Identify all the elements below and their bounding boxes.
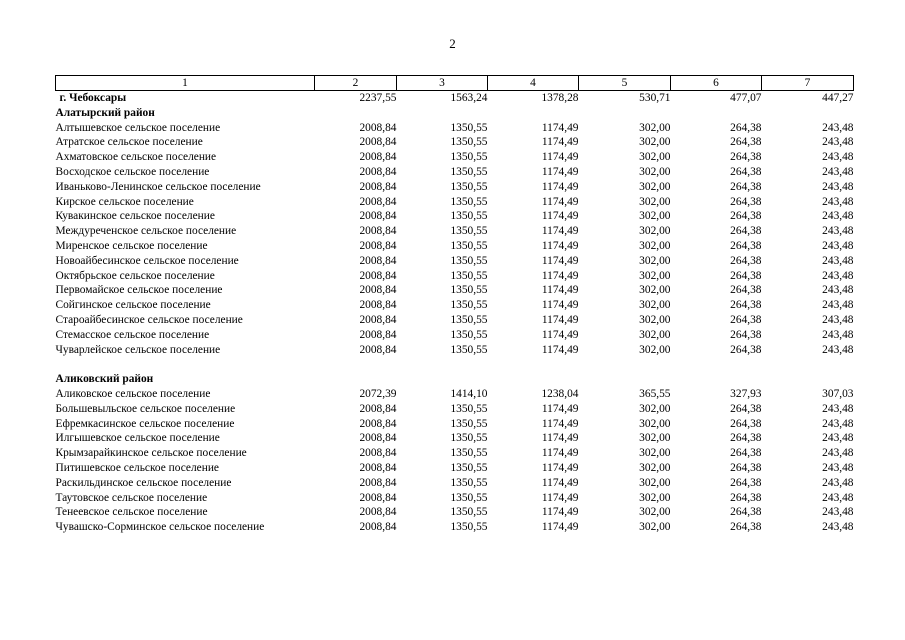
value-cell: 2008,84 [359, 521, 397, 534]
value-cell: 264,38 [730, 328, 762, 341]
settlement-name: Чувашско-Сорминское сельское поселение [55, 521, 265, 534]
value-cell: 1174,49 [541, 417, 579, 430]
value-cell: 1174,49 [541, 254, 579, 267]
page-number: 2 [449, 36, 456, 51]
value-cell: 1238,04 [541, 387, 579, 400]
value-cell: 2008,84 [359, 180, 397, 193]
settlement-name: Стемасское сельское поселение [55, 328, 210, 341]
value-cell: 2008,84 [359, 239, 397, 252]
value-cell: 302,00 [639, 195, 671, 208]
value-cell: 302,00 [639, 328, 671, 341]
value-cell: 264,38 [730, 151, 762, 164]
value-cell: 1350,55 [450, 180, 488, 193]
settlement-row [56, 313, 854, 328]
value-cell: 1350,55 [450, 121, 488, 134]
value-cell: 302,00 [639, 432, 671, 445]
value-cell: 1350,55 [450, 254, 488, 267]
settlement-name: Тенеевское сельское поселение [55, 506, 208, 519]
value-cell: 243,48 [822, 239, 854, 252]
settlement-name: Первомайское сельское поселение [55, 284, 223, 297]
settlement-name: Староайбесинское сельское поселение [55, 313, 243, 326]
value-cell: 307,03 [822, 387, 854, 400]
value-cell: 243,48 [822, 210, 854, 223]
value-cell: 302,00 [639, 225, 671, 238]
value-cell: 2008,84 [359, 417, 397, 430]
value-cell: 243,48 [822, 284, 854, 297]
value-cell: 1174,49 [541, 476, 579, 489]
settlement-name: Кувакинское сельское поселение [55, 210, 215, 223]
value-cell: 243,48 [822, 461, 854, 474]
value-cell: 302,00 [639, 284, 671, 297]
value-cell: 1563,24 [450, 92, 488, 104]
value-cell: 302,00 [639, 239, 671, 252]
value-cell: 264,38 [730, 195, 762, 208]
value-cell: 1174,49 [541, 461, 579, 474]
value-cell: 1174,49 [541, 506, 579, 519]
value-cell: 1174,49 [541, 328, 579, 341]
settlement-name: Чуварлейское сельское поселение [55, 343, 221, 356]
settlement-name: Илгышевское сельское поселение [55, 432, 220, 445]
settlement-name: Иваньково-Ленинское сельское поселение [55, 180, 261, 193]
value-cell: 243,48 [822, 521, 854, 534]
settlement-row [56, 446, 854, 461]
column-header: 5 [579, 76, 671, 91]
value-cell: 302,00 [639, 254, 671, 267]
value-cell: 1350,55 [450, 521, 488, 534]
value-cell: 1350,55 [450, 476, 488, 489]
value-cell: 327,93 [730, 387, 762, 400]
value-cell: 264,38 [730, 299, 762, 312]
value-cell: 302,00 [639, 491, 671, 504]
column-header: 2 [315, 76, 397, 91]
blank-row [56, 357, 854, 372]
value-cell: 1350,55 [450, 284, 488, 297]
value-cell: 302,00 [639, 461, 671, 474]
value-cell: 243,48 [822, 269, 854, 282]
settlement-name: Большевыльское сельское поселение [55, 402, 236, 415]
value-cell: 2008,84 [359, 269, 397, 282]
value-cell: 1350,55 [450, 432, 488, 445]
value-cell: 1174,49 [541, 239, 579, 252]
settlement-name: Алтышевское сельское поселение [55, 121, 221, 134]
settlement-row [56, 283, 854, 298]
value-cell: 1350,55 [450, 313, 488, 326]
settlement-row [56, 269, 854, 284]
value-cell: 264,38 [730, 417, 762, 430]
value-cell: 1174,49 [541, 195, 579, 208]
city-name: г. Чебоксары [59, 92, 127, 104]
value-cell: 302,00 [639, 210, 671, 223]
settlement-row [56, 387, 854, 402]
city-total-row [56, 91, 854, 106]
value-cell: 1414,10 [450, 387, 488, 400]
value-cell: 1350,55 [450, 491, 488, 504]
value-cell: 243,48 [822, 195, 854, 208]
value-cell: 264,38 [730, 313, 762, 326]
value-cell: 2008,84 [359, 284, 397, 297]
spacer [56, 357, 854, 372]
column-number-row [56, 76, 854, 91]
settlement-name: Таутовское сельское поселение [55, 491, 208, 504]
value-cell: 1350,55 [450, 151, 488, 164]
value-cell: 1350,55 [450, 299, 488, 312]
district-heading-row [56, 372, 854, 387]
value-cell: 1350,55 [450, 165, 488, 178]
value-cell: 2008,84 [359, 165, 397, 178]
settlement-name: Сойгинское сельское поселение [55, 299, 211, 312]
settlement-name: Ефремкасинское сельское поселение [55, 417, 235, 430]
value-cell: 2008,84 [359, 432, 397, 445]
column-header: 6 [671, 76, 762, 91]
settlement-name: Раскильдинское сельское поселение [55, 476, 232, 489]
value-cell: 264,38 [730, 447, 762, 460]
value-cell: 477,07 [730, 92, 762, 104]
value-cell: 1378,28 [541, 92, 579, 104]
value-cell: 2008,84 [359, 506, 397, 519]
value-cell: 365,55 [639, 387, 671, 400]
value-cell: 1174,49 [541, 447, 579, 460]
settlement-row [56, 209, 854, 224]
value-cell: 243,48 [822, 447, 854, 460]
value-cell: 1174,49 [541, 121, 579, 134]
settlement-row [56, 150, 854, 165]
settlement-row [56, 461, 854, 476]
settlement-row [56, 476, 854, 491]
value-cell: 264,38 [730, 402, 762, 415]
value-cell: 243,48 [822, 417, 854, 430]
value-cell: 302,00 [639, 165, 671, 178]
value-cell: 1174,49 [541, 180, 579, 193]
table-header [56, 76, 854, 91]
value-cell: 302,00 [639, 151, 671, 164]
value-cell: 243,48 [822, 328, 854, 341]
value-cell: 1350,55 [450, 343, 488, 356]
value-cell: 1350,55 [450, 239, 488, 252]
value-cell: 2072,39 [359, 387, 397, 400]
settlement-row [56, 135, 854, 150]
value-cell: 302,00 [639, 343, 671, 356]
value-cell: 530,71 [639, 92, 671, 104]
value-cell: 264,38 [730, 239, 762, 252]
value-cell: 243,48 [822, 506, 854, 519]
settlement-name: Восходское сельское поселение [55, 165, 210, 178]
table-body [56, 91, 854, 535]
value-cell: 243,48 [822, 151, 854, 164]
settlement-row [56, 224, 854, 239]
settlement-row [56, 402, 854, 417]
value-cell: 243,48 [822, 121, 854, 134]
settlement-row [56, 165, 854, 180]
value-cell: 243,48 [822, 313, 854, 326]
settlement-row [56, 343, 854, 358]
value-cell: 264,38 [730, 136, 762, 149]
value-cell: 2008,84 [359, 461, 397, 474]
settlement-row [56, 491, 854, 506]
value-cell: 302,00 [639, 313, 671, 326]
value-cell: 264,38 [730, 461, 762, 474]
value-cell: 243,48 [822, 491, 854, 504]
value-cell: 302,00 [639, 417, 671, 430]
column-header: 4 [488, 76, 579, 91]
value-cell: 264,38 [730, 506, 762, 519]
value-cell: 1174,49 [541, 313, 579, 326]
value-cell: 264,38 [730, 210, 762, 223]
value-cell: 2237,55 [359, 92, 397, 104]
value-cell: 1174,49 [541, 136, 579, 149]
value-cell: 264,38 [730, 165, 762, 178]
value-cell: 1174,49 [541, 284, 579, 297]
value-cell: 2008,84 [359, 491, 397, 504]
value-cell: 1174,49 [541, 225, 579, 238]
value-cell: 264,38 [730, 121, 762, 134]
settlement-row [56, 298, 854, 313]
value-cell: 2008,84 [359, 210, 397, 223]
value-cell: 2008,84 [359, 121, 397, 134]
settlement-name: Питишевское сельское поселение [55, 461, 219, 474]
value-cell: 243,48 [822, 343, 854, 356]
value-cell: 243,48 [822, 136, 854, 149]
settlement-row [56, 328, 854, 343]
value-cell: 2008,84 [359, 402, 397, 415]
value-cell: 2008,84 [359, 136, 397, 149]
value-cell: 264,38 [730, 284, 762, 297]
settlement-row [56, 505, 854, 520]
settlement-row [56, 180, 854, 195]
value-cell: 264,38 [730, 476, 762, 489]
value-cell: 264,38 [730, 180, 762, 193]
settlement-name: Аликовское сельское поселение [55, 387, 211, 400]
value-cell: 2008,84 [359, 151, 397, 164]
value-cell: 1350,55 [450, 506, 488, 519]
value-cell: 302,00 [639, 447, 671, 460]
value-cell: 1174,49 [541, 491, 579, 504]
value-cell: 1350,55 [450, 461, 488, 474]
settlement-name: Кирское сельское поселение [55, 195, 194, 208]
value-cell: 1174,49 [541, 402, 579, 415]
value-cell: 1174,49 [541, 269, 579, 282]
settlement-name: Миренское сельское поселение [55, 239, 208, 252]
value-cell: 264,38 [730, 254, 762, 267]
settlement-name: Междуреченское сельское поселение [55, 225, 237, 238]
tariff-table [55, 75, 854, 535]
settlement-name: Новоайбесинское сельское поселение [55, 254, 239, 267]
value-cell: 302,00 [639, 121, 671, 134]
value-cell: 302,00 [639, 506, 671, 519]
district-heading: Аликовский район [55, 373, 154, 386]
value-cell: 302,00 [639, 299, 671, 312]
value-cell: 2008,84 [359, 313, 397, 326]
value-cell: 2008,84 [359, 447, 397, 460]
value-cell: 2008,84 [359, 343, 397, 356]
value-cell: 1174,49 [541, 432, 579, 445]
value-cell: 243,48 [822, 225, 854, 238]
value-cell: 264,38 [730, 432, 762, 445]
value-cell: 1350,55 [450, 328, 488, 341]
value-cell: 243,48 [822, 254, 854, 267]
district-heading: Алатырский район [55, 106, 155, 119]
settlement-name: Атратское сельское поселение [55, 136, 203, 149]
value-cell: 2008,84 [359, 195, 397, 208]
settlement-name: Октябрьское сельское поселение [55, 269, 215, 282]
value-cell: 1174,49 [541, 151, 579, 164]
value-cell: 243,48 [822, 432, 854, 445]
value-cell: 2008,84 [359, 299, 397, 312]
value-cell: 264,38 [730, 269, 762, 282]
value-cell: 302,00 [639, 180, 671, 193]
value-cell: 1350,55 [450, 417, 488, 430]
value-cell: 302,00 [639, 402, 671, 415]
value-cell: 264,38 [730, 521, 762, 534]
value-cell: 1174,49 [541, 343, 579, 356]
value-cell: 302,00 [639, 136, 671, 149]
value-cell: 243,48 [822, 180, 854, 193]
value-cell: 264,38 [730, 343, 762, 356]
settlement-name: Крымзарайкинское сельское поселение [55, 447, 247, 460]
column-header: 7 [762, 76, 854, 91]
value-cell: 264,38 [730, 225, 762, 238]
value-cell: 243,48 [822, 402, 854, 415]
settlement-row [56, 121, 854, 136]
value-cell: 1350,55 [450, 447, 488, 460]
value-cell: 264,38 [730, 491, 762, 504]
district-heading-row [56, 106, 854, 121]
value-cell: 1350,55 [450, 136, 488, 149]
settlement-row [56, 254, 854, 269]
value-cell: 302,00 [639, 521, 671, 534]
value-cell: 447,27 [822, 92, 854, 104]
settlement-row [56, 239, 854, 254]
value-cell: 1174,49 [541, 165, 579, 178]
value-cell: 302,00 [639, 269, 671, 282]
value-cell: 1350,55 [450, 210, 488, 223]
settlement-name: Ахматовское сельское поселение [55, 151, 217, 164]
settlement-row [56, 520, 854, 535]
column-header: 1 [56, 76, 315, 91]
value-cell: 302,00 [639, 476, 671, 489]
value-cell: 2008,84 [359, 254, 397, 267]
value-cell: 1350,55 [450, 195, 488, 208]
settlement-row [56, 195, 854, 210]
value-cell: 2008,84 [359, 476, 397, 489]
value-cell: 1174,49 [541, 521, 579, 534]
value-cell: 243,48 [822, 165, 854, 178]
value-cell: 2008,84 [359, 225, 397, 238]
column-header: 3 [397, 76, 488, 91]
value-cell: 2008,84 [359, 328, 397, 341]
settlement-row [56, 417, 854, 432]
value-cell: 1174,49 [541, 299, 579, 312]
value-cell: 1350,55 [450, 269, 488, 282]
value-cell: 1350,55 [450, 225, 488, 238]
settlement-row [56, 431, 854, 446]
value-cell: 243,48 [822, 476, 854, 489]
value-cell: 1350,55 [450, 402, 488, 415]
value-cell: 243,48 [822, 299, 854, 312]
value-cell: 1174,49 [541, 210, 579, 223]
